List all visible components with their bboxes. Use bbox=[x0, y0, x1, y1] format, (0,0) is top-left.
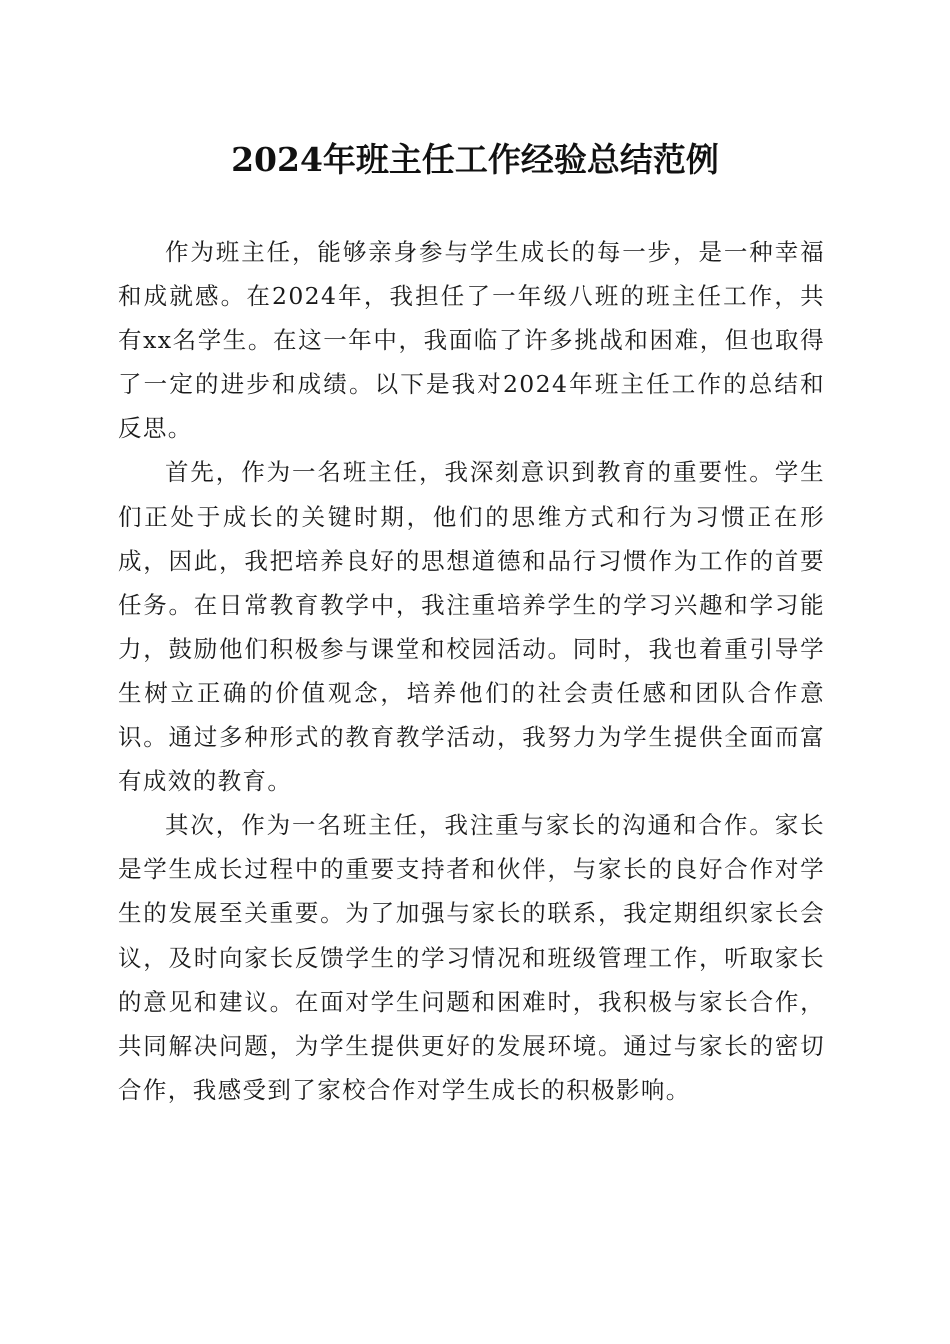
paragraph-2: 首先，作为一名班主任，我深刻意识到教育的重要性。学生们正处于成长的关键时期，他们的思维方式和行为习惯正在形成，因此，我把培养良好的思想道德和品行习惯作为工作的首要任务。在日常教育教学中，我注重培养学生的学习兴趣和学习能力，鼓励他们积极参与课堂和校园活动。同时，我也着重引导学生树立正确的价值观念，培养他们的社会责任感和团队合作意识。通过多种形式的教育教学活动，我努力为学生提供全面而富有成效的教育。 bbox=[118, 458, 825, 796]
document-body bbox=[118, 230, 825, 1112]
document-title: 2024年班主任工作经验总结范例 bbox=[231, 140, 719, 179]
paragraph-1: 作为班主任，能够亲身参与学生成长的每一步，是一种幸福和成就感。在2024年，我担任了一年级八班的班主任工作，共有xx名学生。在这一年中，我面临了许多挑战和困难，但也取得了一定的进步和成绩。以下是我对2024年班主任工作的总结和反思。 bbox=[118, 238, 825, 443]
paragraph-3: 其次，作为一名班主任，我注重与家长的沟通和合作。家长是学生成长过程中的重要支持者和伙伴，与家长的良好合作对学生的发展至关重要。为了加强与家长的联系，我定期组织家长会议，及时向家长反馈学生的学习情况和班级管理工作，听取家长的意见和建议。在面对学生问题和困难时，我积极与家长合作，共同解决问题，为学生提供更好的发展环境。通过与家长的密切合作，我感受到了家校合作对学生成长的积极影响。 bbox=[118, 811, 825, 1104]
